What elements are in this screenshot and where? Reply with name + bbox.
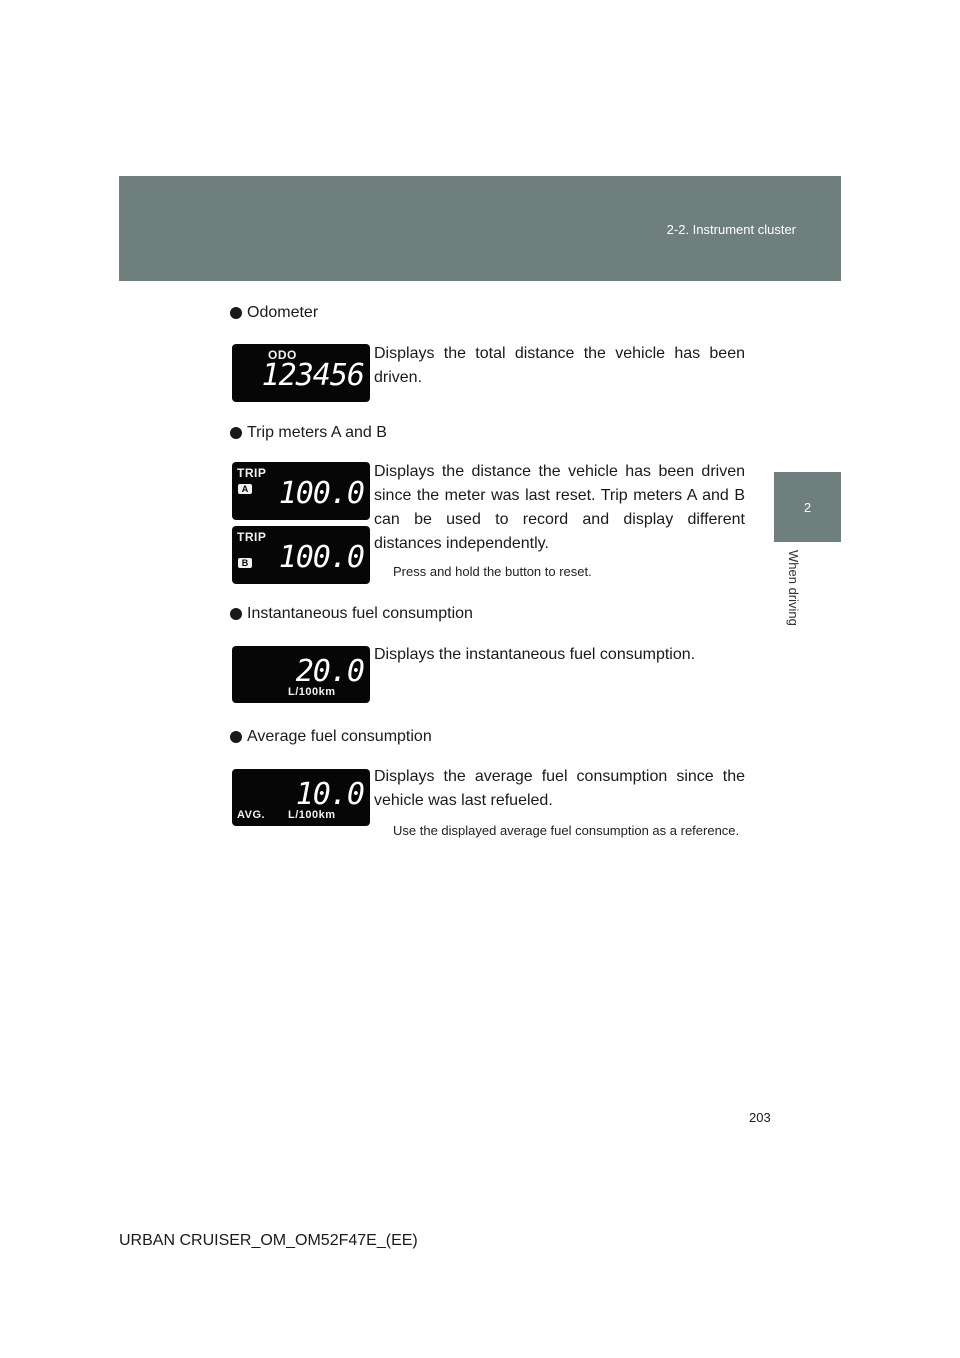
odometer-description: Displays the total distance the vehicle has been driven.: [374, 345, 745, 386]
trip-b-badge: B: [238, 558, 252, 568]
odometer-heading: [230, 304, 318, 322]
average-digits: 10.0: [295, 777, 364, 812]
trip-a-digits: 100.0: [278, 476, 364, 511]
odometer-display: [232, 344, 370, 402]
trip-a-label: TRIP: [237, 466, 267, 480]
trip-b-display: [232, 526, 370, 584]
instant-digits: 20.0: [295, 654, 364, 689]
odo-digits: 123456: [261, 358, 364, 393]
average-heading-text: Average fuel consumption: [247, 728, 432, 745]
average-description: Displays the average fuel consumption since the vehicle was last refueled.: [374, 768, 745, 809]
instant-unit: L/100km: [288, 686, 336, 698]
bullet-icon: [230, 731, 242, 743]
instant-description: Displays the instantaneous fuel consumption.: [374, 646, 696, 663]
trip-description: Displays the distance the vehicle has been driven since the meter was last reset. Trip meters A and B can be used to record and display different distances independently.: [374, 463, 745, 552]
trip-b-digits: 100.0: [278, 540, 364, 575]
page-number: 203: [749, 1110, 771, 1125]
header-band: [119, 176, 841, 281]
bullet-icon: [230, 427, 242, 439]
average-heading: [230, 728, 432, 746]
average-unit: L/100km: [288, 809, 336, 821]
trip-note: Press and hold the button to reset.: [393, 564, 592, 579]
trip-a-display: [232, 462, 370, 520]
trip-a-badge: A: [238, 484, 252, 494]
document-code: URBAN CRUISER_OM_OM52F47E_(EE): [119, 1232, 418, 1249]
odometer-heading-text: Odometer: [247, 304, 319, 321]
instant-heading-text: Instantaneous fuel consumption: [247, 605, 473, 622]
trip-heading: [230, 424, 387, 442]
average-label: AVG.: [237, 809, 266, 821]
bullet-icon: [230, 307, 242, 319]
average-note: Use the displayed average fuel consumption as a reference.: [393, 823, 740, 838]
trip-heading-text: Trip meters A and B: [247, 424, 387, 441]
chapter-label: When driving: [786, 550, 801, 626]
chapter-number: 2: [803, 500, 812, 515]
trip-b-label: TRIP: [237, 530, 267, 544]
instant-display: [232, 646, 370, 703]
bullet-icon: [230, 608, 242, 620]
odo-label: ODO: [268, 348, 297, 362]
instant-heading: [230, 605, 473, 623]
section-title: 2-2. Instrument cluster: [666, 222, 796, 237]
chapter-tab: [774, 472, 841, 542]
average-display: [232, 769, 370, 826]
